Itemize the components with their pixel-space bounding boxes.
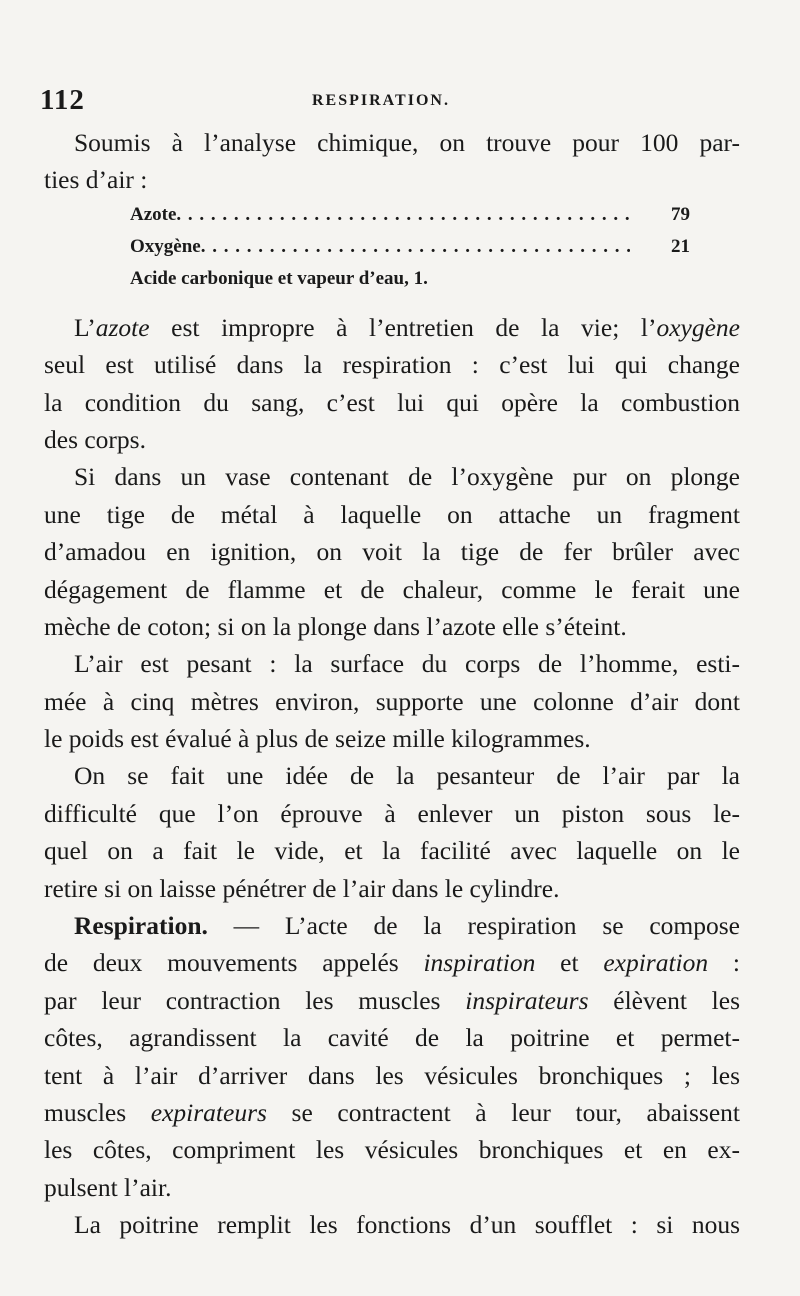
italic-term: oxygène [656,312,740,342]
text-run: : [708,948,740,978]
paragraph-line: des corps. [44,424,146,454]
leader-dots [201,231,630,263]
table-row [130,199,690,231]
paragraph-line: le poids est évalué à plus de seize mille kilogrammes. [44,724,591,754]
paragraph-line [44,907,740,944]
page-number: 112 [40,84,85,116]
text-run: par leur contraction les muscles [44,985,466,1015]
paragraph-line: retire si on laisse pénétrer de l’air dans le cylindre. [44,873,560,903]
paragraph-line [44,1094,740,1131]
component-value: 79 [671,203,690,225]
paragraph-line: difficulté que l’on éprouve à enlever un piston sous le- [44,798,740,828]
paragraph-line: Si dans un vase contenant de l’oxygène pur on plonge [74,462,740,492]
paragraph-line: tent à l’air d’arriver dans les vésicules bronchiques ; les [44,1060,740,1090]
paragraph-line: L’air est pesant : la surface du corps de l’homme, esti- [74,649,740,679]
air-composition-table [130,199,690,295]
paragraph-line: la condition du sang, c’est lui qui opère la combustion [44,387,740,417]
text-run: et [535,948,604,978]
text-run: se contractent à leur tour, abaissent [266,1097,740,1127]
component-name: Azote [130,203,177,225]
text-run: de deux mouvements appelés [44,948,424,978]
paragraph-line: On se fait une idée de la pesanteur de l’air par la [74,761,740,791]
paragraph-line: mée à cinq mètres environ, supporte une colonne d’air dont [44,686,740,716]
page-body [44,124,740,1244]
text-run: élèvent les [588,985,740,1015]
leader-dots [176,199,630,231]
component-last-row: Acide carbonique et vapeur d’eau, 1. [130,267,428,289]
paragraph-line: quel on a fait le vide, et la facilité avec laquelle on le [44,836,740,866]
paragraph-line [44,309,740,346]
paragraph-line: seul est utilisé dans la respiration : c’est lui qui change [44,350,740,380]
italic-term: expirateurs [150,1097,267,1127]
paragraph-line: pulsent l’air. [44,1172,172,1202]
paragraph-line: une tige de métal à laquelle on attache un fragment [44,499,740,529]
text-run: est impropre à l’entretien de la vie; l’ [149,312,657,342]
paragraph-line: mèche de coton; si on la plonge dans l’azote elle s’éteint. [44,611,627,641]
text-run: — L’acte de la respiration se compose [207,911,740,941]
running-head: RESPIRATION. [312,92,450,109]
intro-line-2: ties d’air : [44,165,148,195]
paragraph-line: les côtes, compriment les vésicules bronchiques et en ex- [44,1135,740,1165]
paragraph-line: dégagement de flamme et de chaleur, comme le ferait une [44,574,740,604]
italic-term: inspiration [423,948,536,978]
table-row [130,231,690,263]
section-heading: Respiration. [74,911,208,941]
paragraph-line [44,982,740,1019]
text-run: muscles [44,1097,151,1127]
italic-term: expiration [603,948,709,978]
italic-term: inspirateurs [465,985,589,1015]
text-run: L’ [74,312,96,342]
italic-term: azote [95,312,150,342]
component-name: Oxygène [130,235,201,257]
page-header [40,84,740,114]
paragraph-line: d’amadou en ignition, on voit la tige de fer brûler avec [44,537,740,567]
intro-line-1: Soumis à l’analyse chimique, on trouve pour 100 par- [74,128,740,157]
component-value: 21 [671,235,690,257]
paragraph-line [44,944,740,981]
table-row [130,263,690,295]
paragraph-line: côtes, agrandissent la cavité de la poitrine et permet- [44,1023,740,1053]
paragraph-line: La poitrine remplit les fonctions d’un soufflet : si nous [74,1210,740,1240]
